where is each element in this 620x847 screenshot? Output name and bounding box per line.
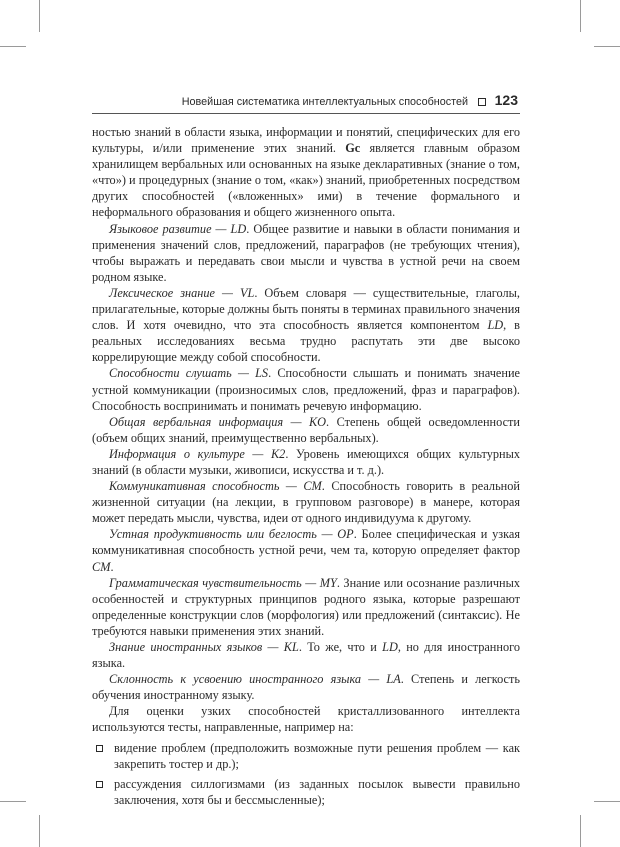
definition-paragraph: Способности слушать — LS. Способности слышать и понимать значение устной коммуникации (произносимых слов, предложений, фраз и параграфов). Способность воспринимать и понимать речевую информацию. (92, 366, 520, 413)
term: Общая вербальная информация — (109, 414, 309, 429)
term: Лексическое знание — (109, 285, 240, 300)
crop-mark (580, 0, 581, 32)
term: Коммуникативная способность — (109, 479, 304, 494)
crop-mark (594, 46, 620, 47)
paragraph: ностью знаний в области языка, информации и понятий, специфических для его культуры, и/или применение этих знаний. Gc является главным образом хранилищем вербальных или основанных на языке декларативных (знание о том, «что») и процедурных (знание о том, «как») знаний, приобретенных посредством других способностей («вложенных» ими) в течение формального и неформального образования и общего жизненного опыта. (92, 125, 520, 220)
bullet-list (92, 740, 520, 808)
page-body (92, 124, 520, 812)
checkbox-bullet-icon (96, 745, 103, 752)
term: Способности слушать — (109, 366, 256, 381)
definition-paragraph: Информация о культуре — K2. Уровень имеющихся общих культурных знаний (в области музыки, живописи, искусства и т. д.). (92, 446, 520, 477)
term-abbr: KO (308, 414, 327, 429)
term-abbr: VL (239, 285, 255, 300)
list-item: видение проблем (предположить возможные пути решения проблем — как закрепить тостер и др.); (92, 740, 520, 772)
checkbox-icon (478, 98, 486, 106)
term: Языковое развитие — (109, 221, 231, 236)
running-title: Новейшая систематика интеллектуальных способностей (181, 96, 468, 108)
term: Грамматическая чувствительность — (109, 575, 320, 590)
running-header (92, 93, 520, 113)
term: Склонность к усвоению иностранного языка — (109, 672, 387, 687)
header-rule (92, 113, 520, 114)
term-abbr: LA (386, 672, 401, 687)
definition-paragraph: Общая вербальная информация — KO. Степень общей осведомленности (объем общих знаний, преимущественно вербальных). (92, 414, 520, 445)
crop-mark (0, 801, 26, 802)
term-abbr: MY (319, 575, 337, 590)
term: Устная продуктивность или беглость — (109, 527, 338, 542)
definition-paragraph: Устная продуктивность или беглость — OP. Более специфическая и узкая коммуникативная способность устной речи, чем та, которую определяет фактор CM. (92, 527, 520, 574)
term-abbr: K2 (270, 446, 286, 461)
crop-mark (39, 815, 40, 847)
crop-mark (580, 815, 581, 847)
checkbox-bullet-icon (96, 781, 103, 788)
term-abbr: LD (230, 221, 247, 236)
term-abbr: CM (303, 479, 322, 494)
term: Знание иностранных языков — (109, 640, 284, 654)
term-abbr: KL (283, 640, 299, 654)
definition-paragraph: Склонность к усвоению иностранного языка — LA. Степень и легкость обучения иностранному языку. (92, 672, 520, 703)
definition-paragraph: Языковое развитие — LD. Общее развитие и навыки в области понимания и применения значений слов, предложений, параграфов (не требующих чтения), чтобы выражать и передавать свои мысли и чувства в устной речи на своем родном языке. (92, 221, 520, 284)
term: Информация о культуре — (109, 446, 271, 461)
definition-paragraph: Знание иностранных языков — KL. То же, что и LD, но для иностранного языка. (92, 640, 520, 671)
definition-paragraph: Коммуникативная способность — CM. Способность говорить в реальной жизненной ситуации (на лекции, в групповом разговоре) в манере, которая может передать мысли, чувства, идеи от одного индивидуума к другому. (92, 479, 520, 526)
crop-mark (594, 801, 620, 802)
page-number: 123 (494, 92, 518, 108)
list-item: рассуждения силлогизмами (из заданных посылок вывести правильно заключения, хотя бы и бессмысленные); (92, 776, 520, 808)
definition-paragraph: Лексическое знание — VL. Объем словаря — существительные, глаголы, прилагательные, которые должны быть поняты в терминах правильного значения слов. И хотя очевидно, что эта способность является компонентом LD, в реальных исследованиях весьма трудно распутать эти две высоко коррелирующие между собой способности. (92, 285, 520, 365)
term-abbr: OP (337, 527, 354, 542)
crop-mark (39, 0, 40, 32)
paragraph: Для оценки узких способностей кристаллизованного интеллекта используются тесты, направленные, например на: (92, 704, 520, 735)
crop-mark (0, 46, 26, 47)
term-abbr: LS (255, 366, 269, 381)
definition-paragraph: Грамматическая чувствительность — MY. Знание или осознание различных особенностей и структурных принципов родного языка, которые разрешают определенные конструкции слов (морфология) или предложений (синтаксис). Не требуются навыки применения этих знаний. (92, 575, 520, 638)
